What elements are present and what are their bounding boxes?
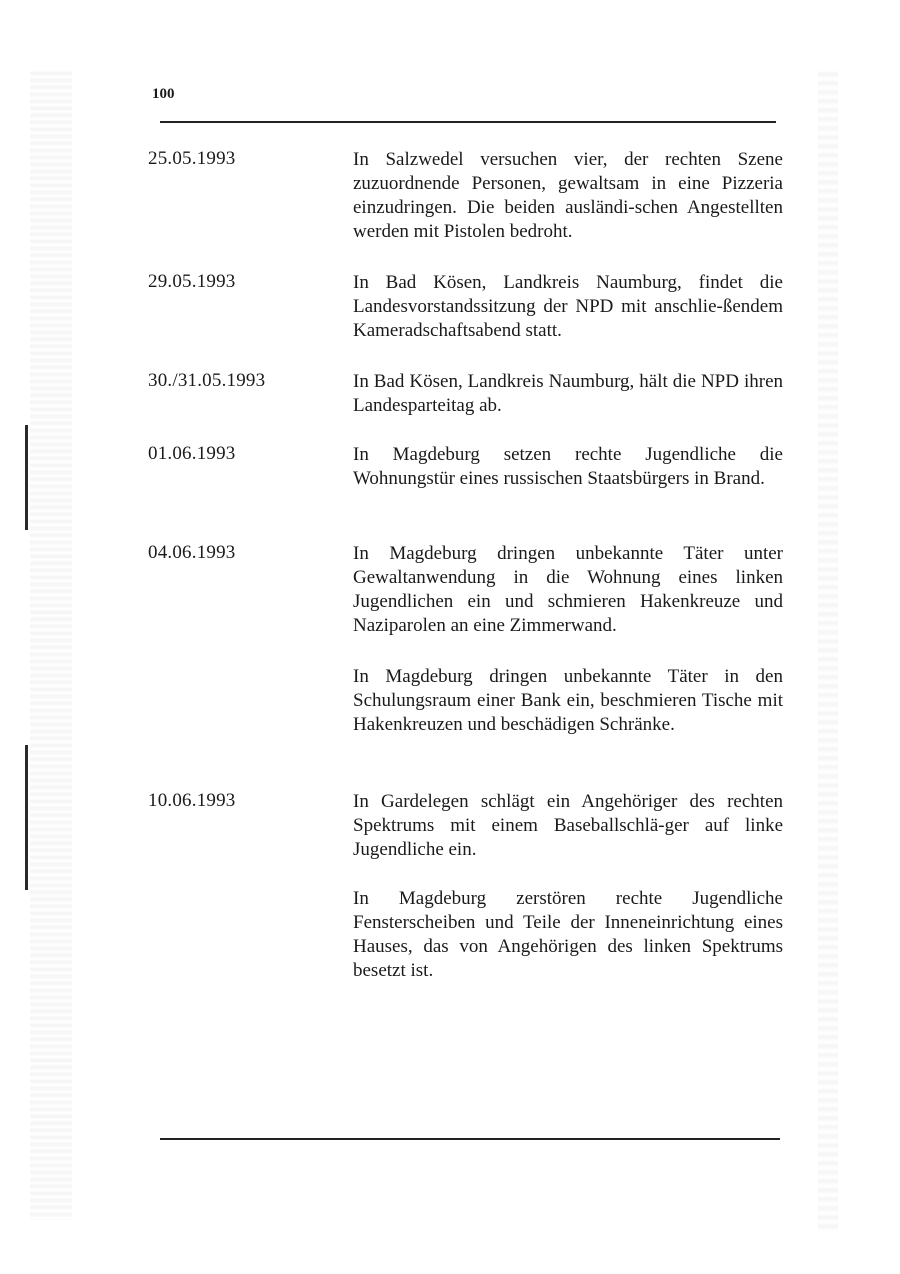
entry-date: 25.05.1993	[148, 148, 236, 169]
scan-edge-right	[818, 70, 838, 1230]
entry-date: 04.06.1993	[148, 542, 236, 563]
page-number: 100	[152, 86, 175, 102]
entry-text: In Magdeburg dringen unbekannte Täter in den Schulungsraum einer Bank ein, beschmieren Tische mit Hakenkreuzen und beschädigen Schränke.	[353, 666, 783, 735]
entry-text: In Salzwedel versuchen vier, der rechten Szene zuzuordnende Personen, gewaltsam in eine Pizzeria einzudringen. Die beiden ausländi-schen Angestellten werden mit Pistolen bedroht.	[353, 149, 783, 242]
entry-date: 01.06.1993	[148, 443, 236, 464]
footer-rule	[160, 1138, 780, 1140]
entry-date: 10.06.1993	[148, 790, 236, 811]
entry-date: 30./31.05.1993	[148, 370, 266, 391]
entry-text: In Bad Kösen, Landkreis Naumburg, hält die NPD ihren Landesparteitag ab.	[353, 371, 783, 416]
entry-date: 29.05.1993	[148, 271, 236, 292]
entry-text: In Gardelegen schlägt ein Angehöriger des rechten Spektrums mit einem Baseballschlä-ger auf linke Jugendliche ein.	[353, 791, 783, 860]
header-rule	[160, 121, 776, 123]
scan-edge-left	[30, 70, 72, 1220]
margin-bar	[25, 745, 28, 890]
entry-text: In Magdeburg zerstören rechte Jugendliche Fensterscheiben und Teile der Inneneinrichtung eines Hauses, das von Angehörigen des linken Spektrums besetzt ist.	[353, 888, 783, 981]
margin-bar	[25, 425, 28, 530]
entry-text: In Magdeburg dringen unbekannte Täter unter Gewaltanwendung in die Wohnung eines linken Jugendlichen ein und schmieren Hakenkreuze und Naziparolen an eine Zimmerwand.	[353, 543, 783, 636]
entry-text: In Magdeburg setzen rechte Jugendliche die Wohnungstür eines russischen Staatsbürgers in Brand.	[353, 444, 783, 489]
entry-text: In Bad Kösen, Landkreis Naumburg, findet die Landesvorstandssitzung der NPD mit anschlie-ßendem Kameradschaftsabend statt.	[353, 272, 783, 341]
